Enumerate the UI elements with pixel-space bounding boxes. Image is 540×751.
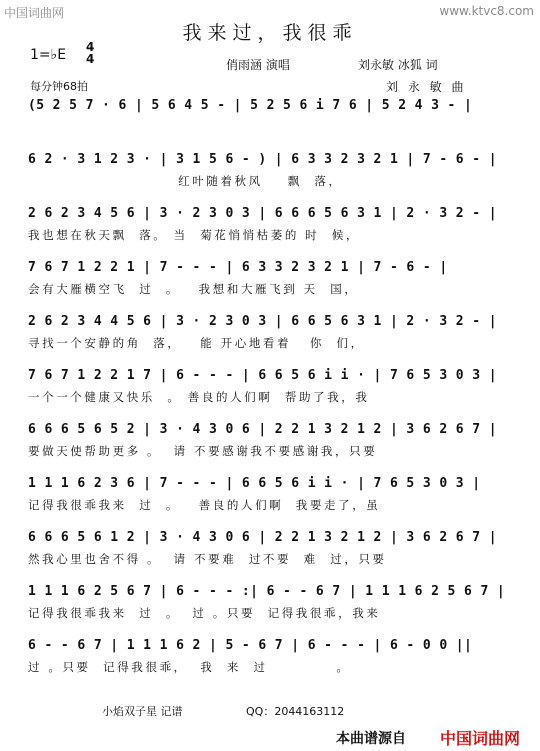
lyrics-line: 会有大雁横空飞 过 。 我想和大雁飞到 天 国， <box>28 282 359 296</box>
song-title: 我来过，我很乖 <box>182 22 358 44</box>
source-label: 本曲谱源自 <box>336 731 406 747</box>
transcriber-credit: 小焰双子星 记谱 <box>102 705 183 718</box>
composer-credit: 刘 永 敏 曲 <box>386 80 467 94</box>
lyrics-line: 要做天使帮助更多 。 请 不要感谢我不要感谢我，只要 <box>28 444 378 458</box>
lyrics-line: 记得我很乖我来 过 。 善良的人们啊 我要走了，虽 <box>28 498 381 512</box>
source-site: 中国词曲网 <box>440 729 521 748</box>
tempo-marking: 每分钟68拍 <box>30 80 88 93</box>
watermark-right: www.ktvc8.com <box>439 4 534 18</box>
lyrics-line: 寻找一个安静的角 落， 能 开心地看着 你 们， <box>28 336 365 350</box>
notation-line: 2 6 2 3 4 4 5 6 | 3 · 2 3 0 3 | 6 6 5 6 3 1 | 2 · 3 2 - | <box>28 314 497 329</box>
notation-line: 7 6 7 1 2 2 1 7 | 6 - - - | 6 6 5 6 i i · | 7 6 5 3 0 3 | <box>28 368 497 383</box>
notation-line: (5 2 5 7 · 6 | 5 6 4 5 - | 5 2 5 6 i 7 6 | 5 2 4 3 - | <box>28 98 473 113</box>
singer-credit: 俏雨涵 演唱 <box>226 58 290 72</box>
lyrics-line: 记得我很乖我来 过 。 过 。只要 记得我很乖，我来 <box>28 606 381 620</box>
lyrics-line: 过 。只要 记得我很乖， 我 来 过 。 <box>28 660 351 674</box>
notation-line: 6 6 6 5 6 5 2 | 3 · 4 3 0 6 | 2 2 1 3 2 1 2 | 3 6 2 6 7 | <box>28 422 497 437</box>
notation-line: 6 2 · 3 1 2 3 · | 3 1 5 6 - ) | 6 3 3 2 3 2 1 | 7 - 6 - | <box>28 152 497 167</box>
watermark-left: 中国词曲网 <box>4 6 65 20</box>
lyricist-credit: 刘永敏 冰狐 词 <box>358 58 438 72</box>
lyrics-line: 红叶随着秋风 飘 落， <box>28 174 343 188</box>
time-signature <box>86 41 94 65</box>
lyrics-line: 我也想在秋天飘 落。 当 菊花悄悄枯萎的 时 候， <box>28 228 361 242</box>
qq-contact: QQ：2044163112 <box>246 705 345 718</box>
lyrics-line: 一个一个健康又快乐 。 善良的人们啊 帮助了我，我 <box>28 390 370 404</box>
meter-top: 4 <box>86 40 95 54</box>
key-signature: 1=♭E <box>30 47 67 63</box>
notation-line: 7 6 7 1 2 2 1 | 7 - - - | 6 3 3 2 3 2 1 | 7 - 6 - | <box>28 260 448 275</box>
notation-line: 6 6 6 5 6 1 2 | 3 · 4 3 0 6 | 2 2 1 3 2 1 2 | 3 6 2 6 7 | <box>28 530 497 545</box>
notation-line: 2 6 2 3 4 5 6 | 3 · 2 3 0 3 | 6 6 6 5 6 3 1 | 2 · 3 2 - | <box>28 206 497 221</box>
notation-line: 1 1 1 6 2 5 6 7 | 6 - - - :| 6 - - 6 7 | 1 1 1 6 2 5 6 7 | <box>28 584 506 599</box>
notation-line: 6 - - 6 7 | 1 1 1 6 2 | 5 - 6 7 | 6 - - - | 6 - 0 0 || <box>28 638 473 653</box>
notation-line: 1 1 1 6 2 3 6 | 7 - - - | 6 6 5 6 i i · | 7 6 5 3 0 3 | <box>28 476 481 491</box>
lyrics-line: 然我心里也舍不得 。 请 不要难 过不要 难 过，只要 <box>28 552 387 566</box>
meter-bottom: 4 <box>86 52 95 66</box>
